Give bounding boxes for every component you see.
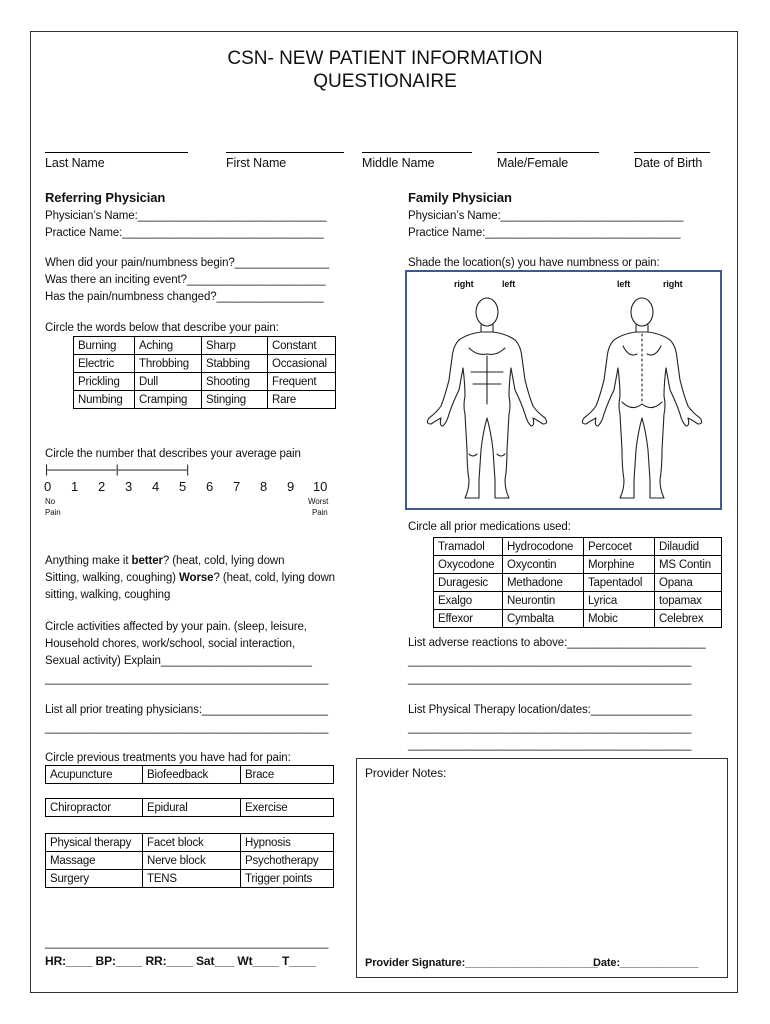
activities-line1: Circle activities affected by your pain. (sleep, leisure,	[45, 621, 307, 633]
medication[interactable]: Dilaudid	[655, 538, 722, 556]
medication[interactable]: Opana	[655, 574, 722, 592]
medication[interactable]: Hydrocodone	[503, 538, 584, 556]
pain-word[interactable]: Dull	[135, 373, 202, 391]
treatment[interactable]: Facet block	[143, 834, 241, 852]
referring-physician-field[interactable]: Physician’s Name:______________________________	[45, 210, 327, 222]
activities-line2: Household chores, work/school, social interaction,	[45, 638, 296, 650]
adverse-reactions-field[interactable]: List adverse reactions to above:______________________	[408, 637, 706, 649]
better-question: Anything make it better? (heat, cold, lying down	[45, 555, 285, 567]
physical-therapy-field-2[interactable]: _____________________________________________	[408, 722, 692, 734]
pain-word[interactable]: Electric	[74, 355, 135, 373]
pain-word[interactable]: Prickling	[74, 373, 135, 391]
pain-word[interactable]: Occasional	[268, 355, 336, 373]
provider-notes-box[interactable]	[356, 758, 728, 978]
provider-date-field[interactable]: Date:_____________	[593, 957, 699, 969]
medication[interactable]: Percocet	[584, 538, 655, 556]
scale-low-1: No	[45, 497, 56, 506]
provider-signature-field[interactable]: Provider Signature:______________________	[365, 957, 598, 969]
medication[interactable]: Cymbalta	[503, 610, 584, 628]
scale-number[interactable]: 1	[71, 479, 79, 494]
medication[interactable]: Oxycontin	[503, 556, 584, 574]
dob-label: Date of Birth	[634, 156, 703, 170]
pain-word[interactable]: Numbing	[74, 391, 135, 409]
pain-begin-field[interactable]: When did your pain/numbness begin?_______________	[45, 257, 330, 269]
scale-label: Circle the number that describes your average pain	[45, 448, 301, 460]
last-name-label: Last Name	[45, 156, 105, 170]
scale-low-2: Pain	[45, 508, 61, 517]
medication[interactable]: Tapentadol	[584, 574, 655, 592]
scale-number[interactable]: 8	[260, 479, 268, 494]
scale-number[interactable]: 10	[313, 479, 328, 494]
prior-physicians-field[interactable]: List all prior treating physicians:____________________	[45, 704, 328, 716]
treatment[interactable]: Acupuncture	[46, 766, 143, 784]
pain-word[interactable]: Constant	[268, 337, 336, 355]
treatment[interactable]: Chiropractor	[46, 799, 143, 817]
middle-name-field[interactable]	[362, 152, 472, 153]
body-outline-icon	[407, 272, 720, 508]
pain-word[interactable]: Throbbing	[135, 355, 202, 373]
form-title-line1: CSN- NEW PATIENT INFORMATION	[227, 48, 543, 69]
pain-changed-field[interactable]: Has the pain/numbness changed?_________________	[45, 291, 324, 303]
medication[interactable]: Exalgo	[434, 592, 503, 610]
medication[interactable]: MS Contin	[655, 556, 722, 574]
treatment[interactable]: TENS	[143, 870, 241, 888]
first-name-label: First Name	[226, 156, 287, 170]
treatment[interactable]: Trigger points	[241, 870, 334, 888]
family-physician-field[interactable]: Physician’s Name:_____________________________	[408, 210, 684, 222]
referring-practice-field[interactable]: Practice Name:________________________________	[45, 227, 324, 239]
treatment[interactable]: Psychotherapy	[241, 852, 334, 870]
front-right-label: right	[454, 279, 474, 289]
worse-question-cont: sitting, walking, coughing	[45, 589, 171, 601]
scale-number[interactable]: 2	[98, 479, 106, 494]
vitals-line: _____________________________________________	[45, 937, 329, 949]
medication[interactable]: Methadone	[503, 574, 584, 592]
treatments-table-1	[45, 765, 334, 784]
medications-table	[433, 537, 722, 628]
treatment[interactable]: Hypnosis	[241, 834, 334, 852]
last-name-field[interactable]	[45, 152, 188, 153]
sex-label: Male/Female	[497, 156, 569, 170]
treatment[interactable]: Brace	[241, 766, 334, 784]
medication[interactable]: Lyrica	[584, 592, 655, 610]
pain-word[interactable]: Sharp	[202, 337, 268, 355]
scale-line: |--------------------------|--------------------------|	[45, 462, 188, 476]
treatment[interactable]: Biofeedback	[143, 766, 241, 784]
sex-field[interactable]	[497, 152, 599, 153]
back-right-label: right	[663, 279, 683, 289]
activities-explain-field-2[interactable]: _____________________________________________	[45, 673, 329, 685]
treatment[interactable]: Epidural	[143, 799, 241, 817]
medication[interactable]: Effexor	[434, 610, 503, 628]
scale-number[interactable]: 9	[287, 479, 295, 494]
medications-label: Circle all prior medications used:	[408, 521, 571, 533]
form-title-line2: QUESTIONAIRE	[313, 71, 457, 92]
vitals-fields[interactable]: HR:____ BP:____ RR:____ Sat___ Wt____ T____	[45, 954, 316, 968]
body-diagram[interactable]	[405, 270, 722, 510]
scale-number[interactable]: 4	[152, 479, 160, 494]
pain-word[interactable]: Shooting	[202, 373, 268, 391]
family-heading: Family Physician	[408, 190, 512, 205]
dob-field[interactable]	[634, 152, 710, 153]
activities-explain-field[interactable]: Sexual activity) Explain________________________	[45, 655, 312, 667]
referring-heading: Referring Physician	[45, 190, 166, 205]
medication[interactable]: Morphine	[584, 556, 655, 574]
pain-word[interactable]: Stabbing	[202, 355, 268, 373]
medication[interactable]: Duragesic	[434, 574, 503, 592]
first-name-field[interactable]	[226, 152, 344, 153]
medication[interactable]: Tramadol	[434, 538, 503, 556]
adverse-reactions-field-3[interactable]: _____________________________________________	[408, 673, 692, 685]
physical-therapy-field[interactable]: List Physical Therapy location/dates:________________	[408, 704, 692, 716]
treatments-table-3	[45, 833, 334, 888]
medication[interactable]: Neurontin	[503, 592, 584, 610]
treatment[interactable]: Physical therapy	[46, 834, 143, 852]
shade-label: Shade the location(s) you have numbness or pain:	[408, 257, 660, 269]
scale-number[interactable]: 5	[179, 479, 187, 494]
adverse-reactions-field-2[interactable]: _____________________________________________	[408, 655, 692, 667]
pain-word[interactable]: Stinging	[202, 391, 268, 409]
provider-notes-label: Provider Notes:	[365, 766, 447, 780]
front-figure	[427, 298, 546, 498]
scale-number[interactable]: 3	[125, 479, 133, 494]
family-practice-field[interactable]: Practice Name:_______________________________	[408, 227, 681, 239]
scale-high-2: Pain	[312, 508, 328, 517]
treatments-label: Circle previous treatments you have had for pain:	[45, 752, 291, 764]
prior-physicians-field-2[interactable]: _____________________________________________	[45, 722, 329, 734]
medication[interactable]: topamax	[655, 592, 722, 610]
scale-number[interactable]: 7	[233, 479, 241, 494]
back-left-label: left	[617, 279, 631, 289]
pain-word[interactable]: Frequent	[268, 373, 336, 391]
scale-number[interactable]: 0	[44, 479, 52, 494]
treatment[interactable]: Surgery	[46, 870, 143, 888]
pain-word[interactable]: Burning	[74, 337, 135, 355]
scale-number[interactable]: 6	[206, 479, 214, 494]
treatments-table-2	[45, 798, 334, 817]
medication[interactable]: Oxycodone	[434, 556, 503, 574]
treatment[interactable]: Exercise	[241, 799, 334, 817]
medication[interactable]: Celebrex	[655, 610, 722, 628]
describe-label: Circle the words below that describe your pain:	[45, 322, 279, 334]
pain-word[interactable]: Rare	[268, 391, 336, 409]
treatment[interactable]: Massage	[46, 852, 143, 870]
scale-high-1: Worst	[308, 497, 329, 506]
worse-question: Sitting, walking, coughing) Worse? (heat, cold, lying down	[45, 572, 335, 584]
front-left-label: left	[502, 279, 516, 289]
middle-name-label: Middle Name	[362, 156, 435, 170]
pain-word[interactable]: Aching	[135, 337, 202, 355]
pain-word[interactable]: Cramping	[135, 391, 202, 409]
physical-therapy-field-3[interactable]: _____________________________________________	[408, 739, 692, 751]
pain-words-table	[73, 336, 336, 409]
medication[interactable]: Mobic	[584, 610, 655, 628]
treatment[interactable]: Nerve block	[143, 852, 241, 870]
back-figure	[582, 298, 701, 498]
pain-scale	[44, 480, 334, 496]
inciting-event-field[interactable]: Was there an inciting event?______________________	[45, 274, 326, 286]
